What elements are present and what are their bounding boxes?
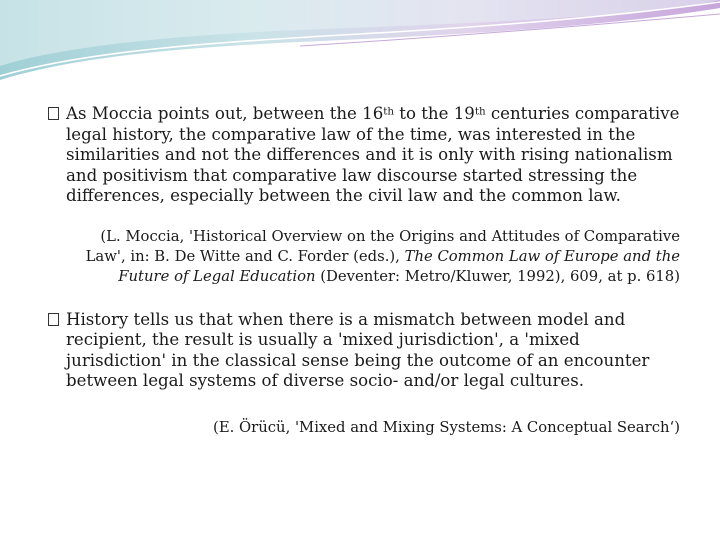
ordinal-suffix: th xyxy=(383,105,395,118)
paragraph-text: As Moccia points out, between the 16 xyxy=(66,104,384,123)
citation-text: (L. Moccia, 'Historical Overview on the Origins and Attitudes of Comparative Law', in: B. De Witte and C. Forder (eds.), xyxy=(85,227,680,265)
hollow-square-bullet-icon xyxy=(48,313,59,326)
paragraph-text: History tells us that when there is a mismatch between model and recipient, the result is usually a 'mixed jurisdiction', a 'mixed jurisdiction' in the classical sense being the outcome of an encounter between legal systems of diverse socio- and/or legal cultures. xyxy=(66,309,650,390)
header-decoration xyxy=(0,0,720,90)
citation-text: (E. Örücü, 'Mixed and Mixing Systems: A Conceptual Search‘) xyxy=(213,418,680,436)
citation-orucu xyxy=(48,418,680,438)
citation-text: (Deventer: Metro/Kluwer, 1992), 609, at p. 618) xyxy=(315,267,680,285)
citation-moccia xyxy=(48,227,680,287)
paragraph-text: to the 19 xyxy=(394,104,475,123)
bullet-paragraph-moccia xyxy=(48,104,680,207)
slide-content xyxy=(48,104,680,438)
paragraph-text: centuries comparative legal history, the comparative law of the time, was interested in the similarities and not the differences and it is only with rising nationalism and positivism that comparative law discourse started stressing the differences, especially between the civil law and the common law. xyxy=(66,104,680,205)
ordinal-suffix: th xyxy=(474,105,486,118)
hollow-square-bullet-icon xyxy=(48,107,59,120)
citation-book-title: The Common Law of Europe and the Future of Legal Education xyxy=(118,247,680,285)
bullet-paragraph-history xyxy=(48,310,680,392)
